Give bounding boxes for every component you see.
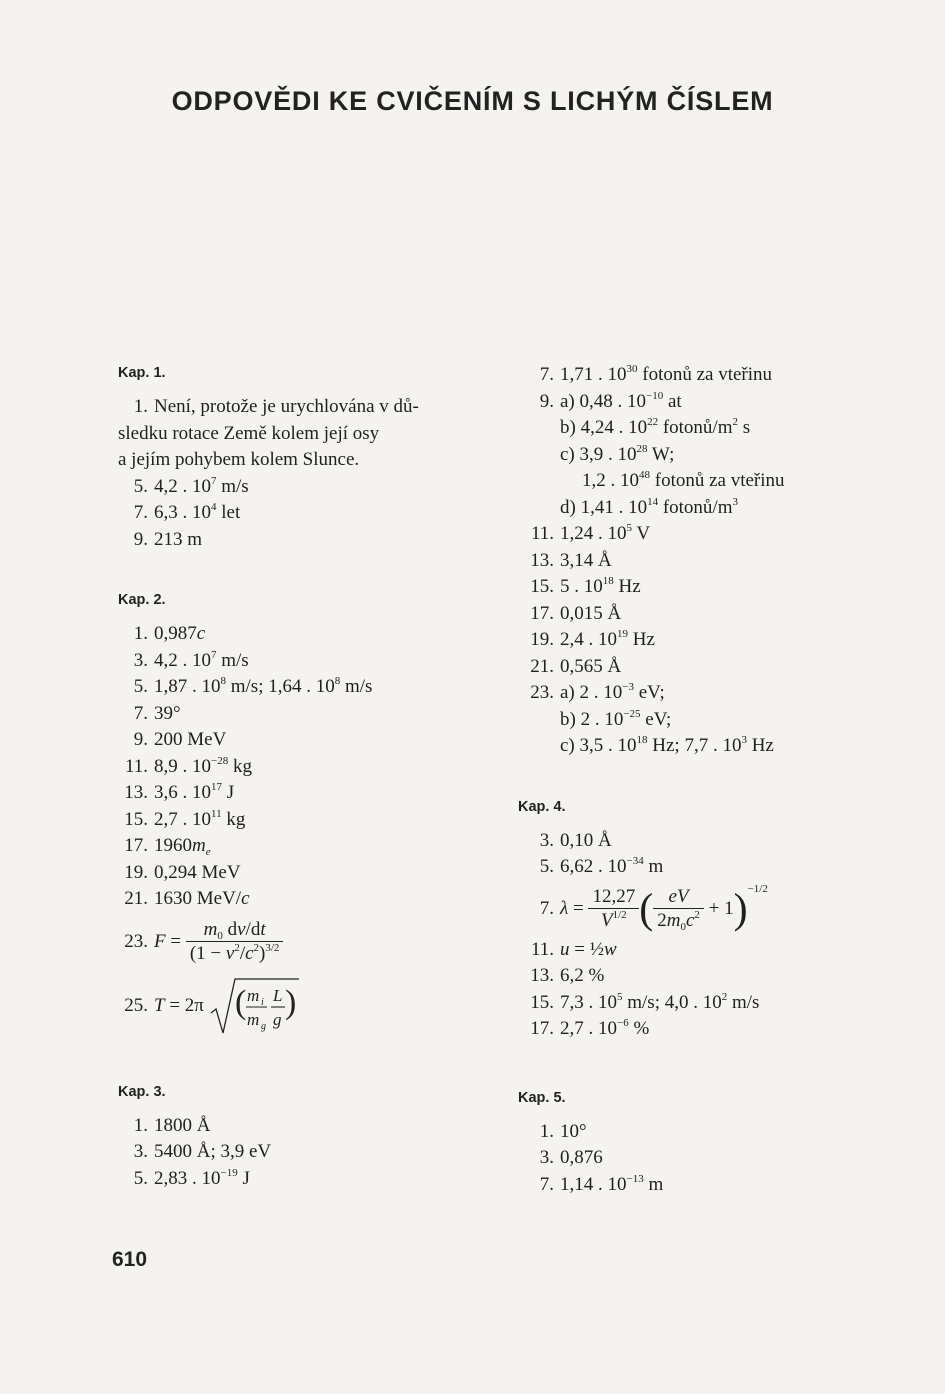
answer-3-9d: d) 1,41 . $10^{14}$ fotonů/$m^3$	[560, 495, 738, 518]
answer-1-1-cont: sledku rotace Země kolem její osy	[118, 422, 380, 444]
right-column	[518, 362, 848, 1198]
answer-5-1: 1. 10°	[539, 1120, 587, 1142]
svg-text:g: g	[260, 1021, 266, 1033]
chapter-heading-1: Kap. 1.	[118, 365, 166, 381]
answer-4-15: 15. 7,3 . $10^5$ m/s; 4,0 . $10^2$ m/s	[530, 990, 760, 1013]
page-title: ODPOVĚDI KE CVIČENÍM S LICHÝM ČÍSLEM	[171, 86, 774, 116]
answer-3-23a: 23. a) 2 . $10^{-3}$ eV;	[530, 681, 665, 703]
chapter-heading-2: Kap. 2.	[118, 592, 166, 608]
answer-2-3: 3. 4,2 . $10^7$ m/s	[133, 648, 249, 671]
answer-3-1: 1. 1800 Å	[133, 1114, 211, 1136]
svg-text:L: L	[272, 986, 283, 1006]
answer-2-19: 19. 0,294 MeV	[124, 861, 241, 883]
answer-4-13: 13. 6,2 %	[530, 965, 605, 986]
answer-2-11: 11. 8,9 . $10^{-28}$ kg	[124, 754, 252, 777]
answer-4-11: 11. u = ½w	[530, 938, 617, 960]
svg-text:m: m	[246, 986, 259, 1006]
answer-3-17: 17. 0,015 Å	[530, 602, 622, 624]
answer-3-15: 15. 5 . $10^{18}$ Hz	[530, 575, 641, 597]
svg-text:): )	[284, 984, 296, 1022]
answer-3-21: 21. 0,565 Å	[530, 655, 622, 677]
answer-2-25-formula: 25. T = 2π ( m i m g L g )	[118, 975, 478, 1037]
answer-1-7: 7. 6,3 . $10^4$ let	[133, 501, 241, 523]
answer-1-1-cont2: a jejím pohybem kolem Slunce.	[118, 449, 360, 470]
answer-3-11: 11. 1,24 . $10^5$ V	[530, 522, 651, 544]
answer-1-9: 9. 213 m	[133, 528, 203, 550]
svg-text:(: (	[234, 984, 246, 1022]
chapter-heading-3: Kap. 3.	[118, 1083, 166, 1100]
answer-2-15: 15. 2,7 . $10^{11}$ kg	[124, 807, 246, 830]
answer-2-17: 17. $1960m_e$	[124, 835, 211, 858]
answer-3-13: 13. 3,14 Å	[530, 549, 612, 571]
answer-3-19: 19. 2,4 . $10^{19}$ Hz	[530, 628, 655, 650]
answer-3-23b: b) 2 . $10^{-25}$ eV;	[560, 707, 672, 730]
answer-3-5: 5. 2,83 . $10^{-19}$ J	[133, 1166, 250, 1189]
answer-3-7: 7. 1,71 . $10^{30}$ fotonů za vteřinu	[539, 363, 773, 385]
square-root-icon	[209, 977, 301, 1035]
answer-2-21: 21. 1630 MeV/c	[124, 888, 250, 909]
answer-2-13: 13. 3,6 . $10^{17}$ J	[124, 781, 235, 803]
answer-3-9b: b) 4,24 . $10^{22}$ fotonů/$m^2$ s	[560, 416, 751, 438]
answer-2-23-formula: 23. F = $\frac{m_0 dv/dt}{(1 - v^2/c^2)^{3/2}}$	[118, 913, 478, 971]
answer-2-1: 1. 0,987c	[133, 623, 206, 644]
answer-4-17: 17. 2,7 . $10^{-6}$ %	[530, 1017, 650, 1039]
svg-text:i: i	[260, 997, 264, 1009]
answer-4-3: 3. 0,10 Å	[539, 829, 612, 851]
answer-3-23c: c) 3,5 . $10^{18}$ Hz; 7,7 . $10^3$ Hz	[560, 734, 774, 756]
chapter-heading-5: Kap. 5.	[518, 1089, 566, 1106]
answer-2-5: 5. 1,87 . $10^8$ m/s; 1,64 . $10^8$ m/s	[133, 675, 373, 697]
answer-2-9: 9. 200 MeV	[133, 729, 227, 750]
answer-4-7-formula: 7. λ = $\frac{12,27}{V^{1/2}}$ ( $\frac{eV}{2m_0c^2}$ + 1)$^{-1/2}$	[539, 882, 768, 933]
left-column	[118, 362, 478, 1192]
answer-1-5: 5. 4,2 . $10^7$ m/s	[133, 474, 249, 497]
answer-3-9c-cont: 1,2 . $10^{48}$ fotonů za vteřinu	[582, 469, 785, 491]
page-number: 610	[112, 1248, 148, 1271]
answer-3-3: 3. 5400 Å; 3,9 eV	[133, 1141, 272, 1162]
answer-3-9a: 9. a) 0,48 . $10^{-10}$ at	[539, 389, 682, 412]
answer-3-9c: c) 3,9 . $10^{28}$ W;	[560, 442, 675, 465]
answer-2-7: 7. 39°	[133, 702, 181, 724]
chapter-heading-4: Kap. 4.	[518, 798, 566, 815]
svg-text:m: m	[246, 1010, 259, 1030]
answer-5-7: 7. 1,14 . $10^{-13}$ m	[539, 1172, 664, 1195]
answer-4-5: 5. 6,62 . $10^{-34}$ m	[539, 855, 664, 877]
answer-1-1: 1. Není, protože je urychlována v dů-	[133, 396, 419, 417]
svg-text:g: g	[272, 1010, 282, 1030]
answer-5-3: 3. 0,876	[539, 1147, 603, 1168]
